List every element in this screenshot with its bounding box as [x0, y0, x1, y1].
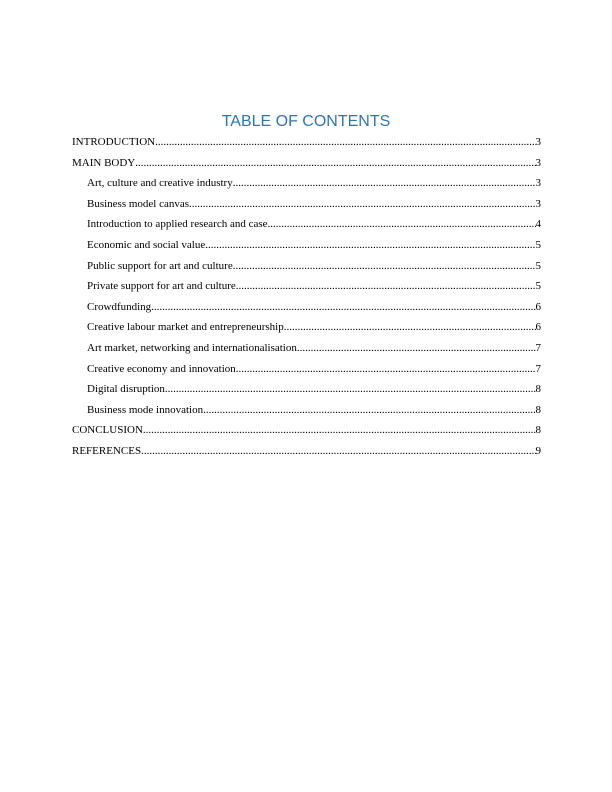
toc-entry[interactable] — [72, 153, 541, 174]
toc-entry-label: REFERENCES — [72, 444, 142, 457]
toc-dot-leader — [236, 276, 536, 297]
toc-entry-page-number: 6 — [535, 321, 541, 334]
toc-entry-page-number: 6 — [535, 300, 541, 313]
toc-entry-page-number: 5 — [535, 259, 541, 272]
toc-entry-page-number: 5 — [535, 238, 541, 251]
toc-entry-label: Digital disruption — [87, 383, 165, 396]
toc-entry[interactable] — [72, 359, 541, 380]
toc-entry-label: Public support for art and culture — [87, 259, 233, 272]
toc-entry-label: Economic and social value — [87, 238, 206, 251]
toc-dot-leader — [135, 153, 535, 174]
toc-entry-label: CONCLUSION — [72, 424, 143, 437]
toc-entry[interactable] — [72, 420, 541, 441]
toc-entry-label: Creative economy and innovation — [87, 362, 236, 375]
toc-entry[interactable] — [72, 379, 541, 400]
toc-entry-label: Private support for art and culture — [87, 280, 236, 293]
toc-entry-page-number: 3 — [535, 156, 541, 169]
toc-entry-page-number: 3 — [535, 177, 541, 190]
toc-dot-leader — [151, 297, 535, 318]
toc-entry-page-number: 7 — [535, 362, 541, 375]
toc-title: TABLE OF CONTENTS — [221, 113, 391, 130]
toc-dot-leader — [284, 317, 536, 338]
toc-entry-page-number: 8 — [535, 403, 541, 416]
toc-dot-leader — [233, 173, 536, 194]
toc-entry-page-number: 5 — [535, 280, 541, 293]
toc-entry[interactable] — [72, 214, 541, 235]
toc-entry[interactable] — [72, 400, 541, 421]
toc-entry[interactable] — [72, 441, 541, 462]
toc-entry-page-number: 3 — [535, 136, 541, 148]
toc-entry-label: MAIN BODY — [72, 156, 136, 169]
toc-entry[interactable] — [72, 276, 541, 297]
toc-entry-label: Art market, networking and internationalisation — [87, 341, 297, 354]
toc-entry-label: Crowdfunding — [87, 300, 152, 313]
toc-entry[interactable] — [72, 317, 541, 338]
toc-dot-leader — [205, 235, 535, 256]
toc-dot-leader — [203, 400, 535, 421]
toc-entry-page-number: 4 — [535, 218, 541, 231]
toc-entry-page-number: 9 — [535, 444, 541, 457]
toc-entry-label: Business mode innovation — [87, 403, 204, 416]
toc-dot-leader — [268, 214, 536, 235]
toc-entry[interactable] — [72, 297, 541, 318]
toc-dot-leader — [236, 359, 536, 380]
toc-entry[interactable] — [72, 194, 541, 215]
toc-entry-page-number: 7 — [535, 341, 541, 354]
toc-entry-label: Introduction to applied research and case — [87, 218, 268, 231]
toc-entry[interactable] — [72, 256, 541, 277]
toc-entry[interactable] — [72, 338, 541, 359]
toc-dot-leader — [143, 420, 536, 441]
toc-entry-page-number: 8 — [535, 424, 541, 437]
toc-list — [72, 132, 541, 462]
toc-entry-label: Business model canvas — [87, 197, 190, 210]
toc-entry[interactable] — [72, 132, 541, 153]
toc-dot-leader — [297, 338, 536, 359]
toc-dot-leader — [233, 256, 536, 277]
toc-dot-leader — [155, 132, 535, 153]
toc-entry[interactable] — [72, 173, 541, 194]
toc-entry[interactable] — [72, 235, 541, 256]
toc-dot-leader — [165, 379, 536, 400]
toc-entry-label: Creative labour market and entrepreneurship — [87, 321, 284, 334]
toc-dot-leader — [189, 194, 535, 215]
toc-entry-label: Art, culture and creative industry — [87, 177, 233, 190]
toc-entry-page-number: 3 — [535, 197, 541, 210]
toc-entry-label: INTRODUCTION — [72, 136, 156, 148]
toc-dot-leader — [141, 441, 535, 462]
toc-entry-page-number: 8 — [535, 383, 541, 396]
